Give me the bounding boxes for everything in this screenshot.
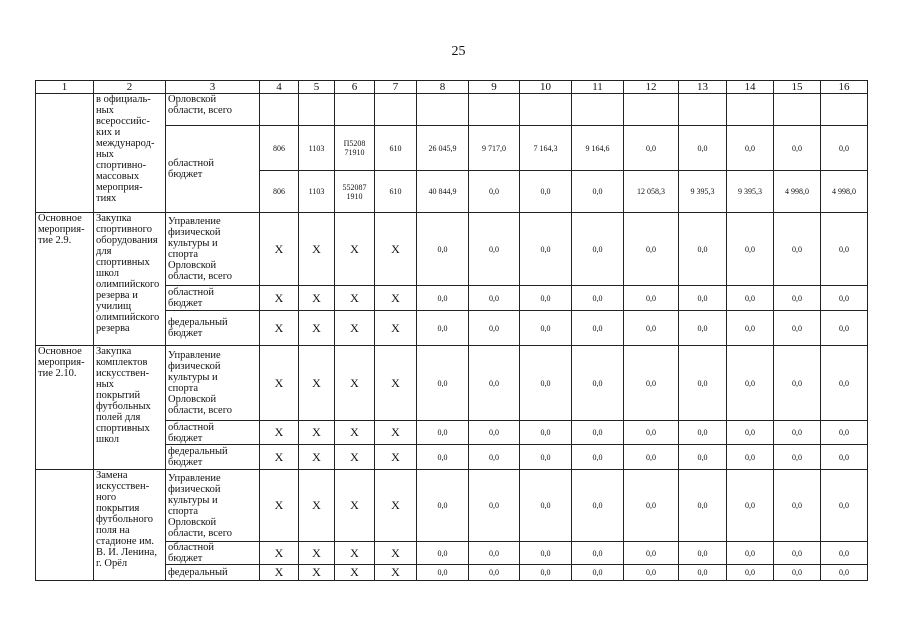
- table-cell: 0,0: [469, 286, 520, 311]
- table-cell: X: [260, 311, 299, 346]
- table-cell: 0,0: [679, 311, 727, 346]
- table-cell: 0,0: [469, 421, 520, 445]
- table-cell: 0,0: [821, 126, 868, 171]
- event-code: Основное мероприя- тие 2.10.: [36, 346, 94, 470]
- table-cell: 0,0: [774, 346, 821, 421]
- table-cell: 806: [260, 126, 299, 171]
- table-cell: 0,0: [727, 286, 774, 311]
- table-cell: X: [260, 445, 299, 470]
- table-cell: X: [375, 311, 417, 346]
- table-cell: 0,0: [774, 311, 821, 346]
- source-cell: областной бюджет: [166, 542, 260, 565]
- table-cell: 0,0: [417, 346, 469, 421]
- table-cell: 0,0: [679, 565, 727, 581]
- table-cell: 26 045,9: [417, 126, 469, 171]
- table-cell: 0,0: [520, 171, 572, 213]
- table-cell: 0,0: [469, 311, 520, 346]
- table-cell: X: [375, 346, 417, 421]
- table-cell: X: [375, 542, 417, 565]
- table-cell: 0,0: [774, 445, 821, 470]
- table-cell: X: [335, 421, 375, 445]
- table-cell: 0,0: [624, 346, 679, 421]
- table-cell: 40 844,9: [417, 171, 469, 213]
- table-cell: 0,0: [821, 421, 868, 445]
- table-cell: 0,0: [679, 286, 727, 311]
- table-cell: 0,0: [774, 213, 821, 286]
- source-cell: Орловской области, всего: [166, 94, 260, 126]
- table-cell: X: [335, 311, 375, 346]
- table-cell: 0,0: [679, 421, 727, 445]
- table-cell: 0,0: [520, 213, 572, 286]
- table-cell: 0,0: [774, 126, 821, 171]
- table-cell: 0,0: [821, 542, 868, 565]
- table-cell: 0,0: [469, 171, 520, 213]
- table-cell: 0,0: [727, 445, 774, 470]
- table-cell: 0,0: [469, 470, 520, 542]
- table-cell: X: [260, 213, 299, 286]
- table-cell: 0,0: [727, 421, 774, 445]
- table-cell: 0,0: [520, 542, 572, 565]
- column-header: 9: [469, 81, 520, 94]
- table-cell: 0,0: [469, 346, 520, 421]
- column-header: 15: [774, 81, 821, 94]
- event-name: Закупка комплектов искусствен- ных покрытий футбольных полей для спортивных школ: [94, 346, 166, 470]
- table-cell: 0,0: [821, 565, 868, 581]
- table-cell: 0,0: [520, 470, 572, 542]
- page-number: 25: [451, 44, 466, 59]
- source-cell: федеральный: [166, 565, 260, 581]
- table-cell: 0,0: [774, 286, 821, 311]
- table-cell: 0,0: [821, 213, 868, 286]
- table-cell: 0,0: [727, 542, 774, 565]
- table-cell: П5208 71910: [335, 126, 375, 171]
- source-cell: областной бюджет: [166, 286, 260, 311]
- table-cell: 1103: [299, 171, 335, 213]
- table-cell: X: [335, 565, 375, 581]
- table-cell: 0,0: [572, 445, 624, 470]
- table-cell: 9 395,3: [727, 171, 774, 213]
- table-cell: 4 998,0: [774, 171, 821, 213]
- table-cell: 0,0: [417, 421, 469, 445]
- budget-table: [35, 80, 868, 581]
- event-name: в официаль- ных всероссийс- ких и международ- ных спортивно- массовых мероприя- тиях: [94, 94, 166, 213]
- table-cell: X: [335, 445, 375, 470]
- column-header: 11: [572, 81, 624, 94]
- table-cell: 0,0: [679, 346, 727, 421]
- source-cell: Управление физической культуры и спорта Орловской области, всего: [166, 213, 260, 286]
- table-cell: 0,0: [774, 421, 821, 445]
- table-cell: X: [260, 565, 299, 581]
- table-cell: 0,0: [774, 470, 821, 542]
- table-cell: X: [375, 445, 417, 470]
- column-header: 13: [679, 81, 727, 94]
- table-cell: X: [335, 213, 375, 286]
- event-name: Замена искусствен- ного покрытия футбольного поля на стадионе им. В. И. Ленина, г. Орёл: [94, 470, 166, 581]
- column-header: 16: [821, 81, 868, 94]
- column-header: 1: [36, 81, 94, 94]
- header-row: [36, 81, 868, 94]
- table-cell: 0,0: [679, 126, 727, 171]
- table-cell: 0,0: [624, 445, 679, 470]
- table-cell: 0,0: [520, 311, 572, 346]
- table-cell: X: [375, 565, 417, 581]
- table-cell: 0,0: [417, 311, 469, 346]
- table-cell: 0,0: [774, 542, 821, 565]
- table-cell: X: [299, 346, 335, 421]
- source-cell: областной бюджет: [166, 126, 260, 213]
- table-cell: 0,0: [520, 286, 572, 311]
- table-cell: 9 717,0: [469, 126, 520, 171]
- table-cell: 0,0: [624, 542, 679, 565]
- table-cell: X: [299, 565, 335, 581]
- table-cell: 0,0: [727, 126, 774, 171]
- column-header: 3: [166, 81, 260, 94]
- table-row: [36, 94, 868, 126]
- source-cell: Управление физической культуры и спорта Орловской области, всего: [166, 470, 260, 542]
- table-cell: X: [299, 286, 335, 311]
- table-cell: 0,0: [417, 286, 469, 311]
- table-cell: 0,0: [572, 171, 624, 213]
- table-cell: 0,0: [417, 470, 469, 542]
- source-cell: Управление физической культуры и спорта Орловской области, всего: [166, 346, 260, 421]
- table-cell: X: [299, 542, 335, 565]
- table-row: [36, 470, 868, 542]
- table-cell: X: [335, 470, 375, 542]
- table-cell: 0,0: [469, 542, 520, 565]
- table-cell: 0,0: [624, 213, 679, 286]
- table-cell: X: [260, 542, 299, 565]
- event-name: Закупка спортивного оборудования для спортивных школ олимпийского резерва и училищ олимпийского резерва: [94, 213, 166, 346]
- table-cell: 9 164,6: [572, 126, 624, 171]
- table-cell: X: [335, 286, 375, 311]
- table-cell: 0,0: [572, 346, 624, 421]
- column-header: 4: [260, 81, 299, 94]
- table-cell: 0,0: [821, 445, 868, 470]
- code-cell: [36, 94, 94, 213]
- column-header: 6: [335, 81, 375, 94]
- table-cell: 552087 1910: [335, 171, 375, 213]
- table-cell: 0,0: [774, 565, 821, 581]
- table-cell: 0,0: [417, 565, 469, 581]
- table-cell: 0,0: [572, 565, 624, 581]
- table-cell: 0,0: [417, 213, 469, 286]
- table-cell: 0,0: [727, 311, 774, 346]
- table-cell: 0,0: [520, 445, 572, 470]
- column-header: 2: [94, 81, 166, 94]
- table-cell: X: [260, 421, 299, 445]
- table-cell: 0,0: [727, 213, 774, 286]
- table-cell: X: [299, 421, 335, 445]
- table-cell: 9 395,3: [679, 171, 727, 213]
- table-cell: 0,0: [821, 311, 868, 346]
- table-cell: 0,0: [679, 470, 727, 542]
- table-cell: 0,0: [727, 565, 774, 581]
- table-cell: X: [375, 470, 417, 542]
- table-cell: X: [299, 311, 335, 346]
- table-cell: 4 998,0: [821, 171, 868, 213]
- column-header: 5: [299, 81, 335, 94]
- table-cell: 0,0: [679, 445, 727, 470]
- table-cell: 0,0: [572, 542, 624, 565]
- column-header: 10: [520, 81, 572, 94]
- table-cell: X: [299, 445, 335, 470]
- source-cell: федеральный бюджет: [166, 311, 260, 346]
- source-cell: областной бюджет: [166, 421, 260, 445]
- table-cell: X: [335, 542, 375, 565]
- table-cell: 0,0: [572, 213, 624, 286]
- table-cell: 12 058,3: [624, 171, 679, 213]
- table-cell: 0,0: [469, 565, 520, 581]
- table-cell: X: [299, 213, 335, 286]
- table-cell: 0,0: [572, 311, 624, 346]
- column-header: 7: [375, 81, 417, 94]
- event-code: Основное мероприя- тие 2.9.: [36, 213, 94, 346]
- table-cell: 0,0: [821, 470, 868, 542]
- table-cell: 0,0: [469, 213, 520, 286]
- table-cell: 0,0: [679, 213, 727, 286]
- source-cell: федеральный бюджет: [166, 445, 260, 470]
- table-cell: 0,0: [572, 470, 624, 542]
- table-cell: 1103: [299, 126, 335, 171]
- table-cell: X: [335, 346, 375, 421]
- table-row: [36, 213, 868, 286]
- table-cell: 0,0: [520, 421, 572, 445]
- table-cell: 0,0: [624, 565, 679, 581]
- table-cell: 0,0: [679, 542, 727, 565]
- code-cell: [36, 470, 94, 581]
- column-header: 12: [624, 81, 679, 94]
- table-cell: 0,0: [520, 346, 572, 421]
- table-cell: X: [260, 470, 299, 542]
- table-cell: 0,0: [727, 470, 774, 542]
- table-cell: 0,0: [821, 346, 868, 421]
- table-cell: X: [299, 470, 335, 542]
- column-header: 14: [727, 81, 774, 94]
- table-cell: 0,0: [624, 286, 679, 311]
- table-cell: 0,0: [624, 421, 679, 445]
- table-cell: X: [375, 286, 417, 311]
- table-cell: 0,0: [520, 565, 572, 581]
- table-cell: 806: [260, 171, 299, 213]
- table-cell: X: [375, 213, 417, 286]
- table-cell: X: [260, 286, 299, 311]
- table-cell: 0,0: [624, 126, 679, 171]
- table-cell: X: [375, 421, 417, 445]
- column-header: 8: [417, 81, 469, 94]
- table-cell: 610: [375, 126, 417, 171]
- table-cell: X: [260, 346, 299, 421]
- table-cell: 0,0: [417, 445, 469, 470]
- table-cell: 0,0: [624, 470, 679, 542]
- table-row: [36, 346, 868, 421]
- table-cell: 7 164,3: [520, 126, 572, 171]
- table-cell: 0,0: [727, 346, 774, 421]
- table-cell: 0,0: [572, 286, 624, 311]
- table-cell: 0,0: [469, 445, 520, 470]
- table-cell: 0,0: [417, 542, 469, 565]
- table-cell: 610: [375, 171, 417, 213]
- table-cell: 0,0: [572, 421, 624, 445]
- table-cell: 0,0: [821, 286, 868, 311]
- table-cell: 0,0: [624, 311, 679, 346]
